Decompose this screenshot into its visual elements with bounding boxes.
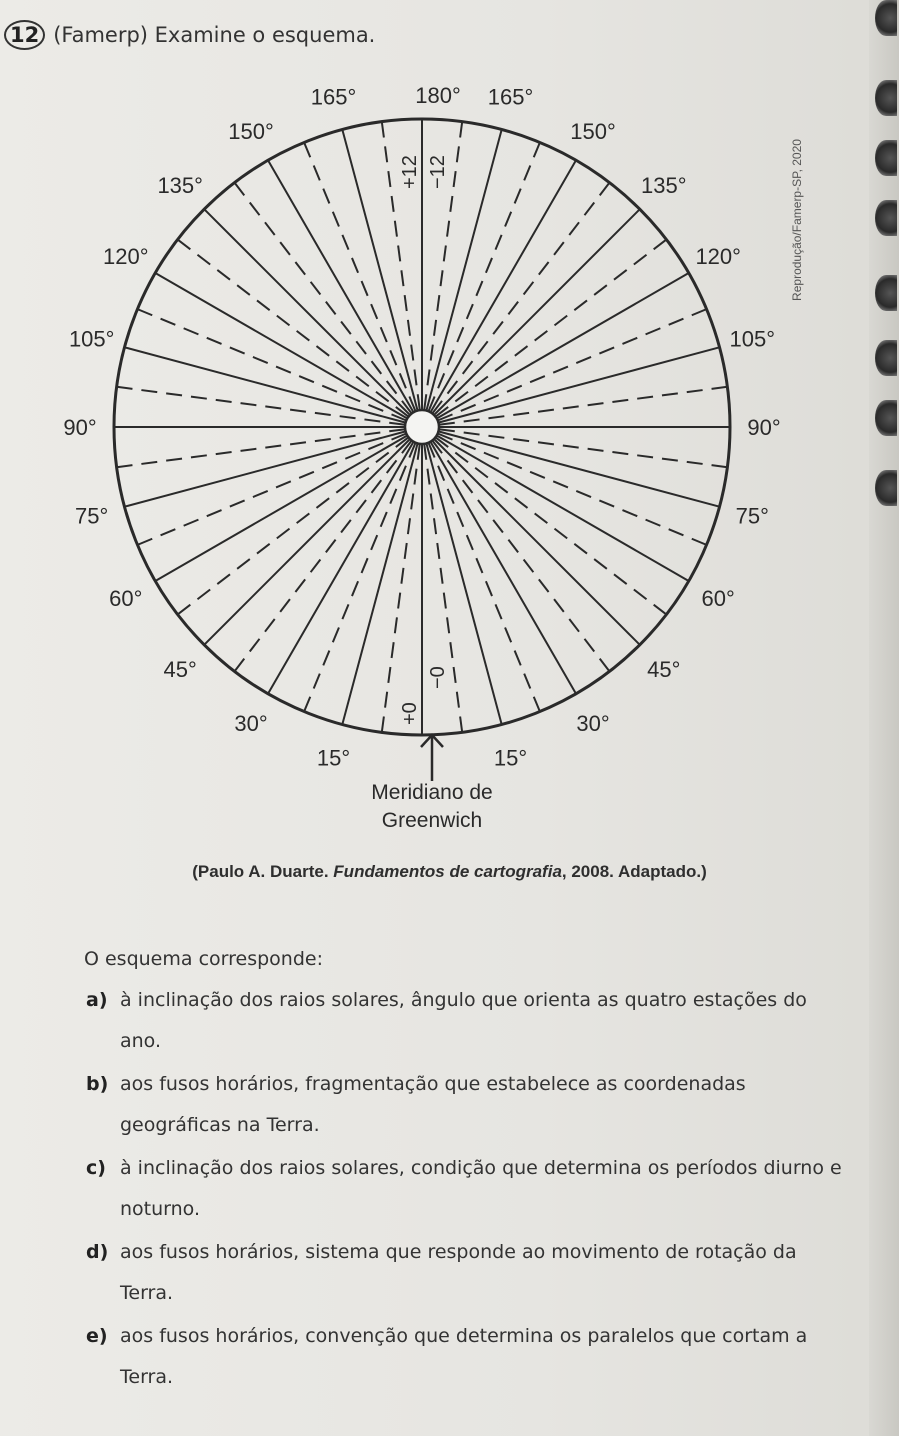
- label-minus-12: −12: [427, 155, 449, 189]
- dashed-meridian-line: [432, 441, 609, 672]
- question-stem: O esquema corresponde:: [84, 948, 323, 970]
- meridian-label-line1: Meridiano de: [371, 781, 493, 804]
- label-plus-12: +12: [399, 155, 421, 189]
- dashed-meridian-line: [137, 309, 406, 420]
- degree-label: 90°: [747, 415, 781, 440]
- dashed-meridian-line: [438, 434, 707, 545]
- degree-label: 15°: [316, 745, 351, 771]
- option-text: à inclinação dos raios solares, condição que determina os períodos diurno e noturno.: [120, 1157, 842, 1220]
- degree-label: 90°: [63, 415, 97, 440]
- time-zone-diagram: [40, 75, 800, 855]
- credit-text: Reprodução/Famerp-SP, 2020: [790, 139, 804, 301]
- binder-ring: [875, 140, 897, 176]
- option-b[interactable]: [86, 1064, 846, 1146]
- binder-ring: [875, 275, 897, 311]
- dashed-meridian-line: [438, 309, 707, 420]
- option-a[interactable]: [86, 980, 846, 1062]
- meridian-line: [125, 347, 406, 422]
- degree-label: 60°: [701, 586, 735, 611]
- option-c[interactable]: [86, 1148, 846, 1230]
- binder-ring: [875, 0, 897, 36]
- option-letter: e): [86, 1325, 108, 1347]
- degree-label: 30°: [234, 711, 268, 737]
- question-number: 12: [4, 20, 45, 50]
- dashed-meridian-line: [178, 240, 409, 417]
- source-prefix: (Paulo A. Duarte.: [192, 862, 334, 881]
- dashed-meridian-line: [304, 443, 415, 712]
- option-e[interactable]: [86, 1316, 846, 1398]
- meridian-line: [438, 431, 719, 506]
- source-citation: [0, 862, 899, 882]
- degree-label: 120°: [103, 244, 149, 269]
- degree-label: 120°: [695, 244, 741, 269]
- dashed-meridian-line: [432, 183, 609, 414]
- degree-label: 75°: [735, 503, 769, 529]
- meridian-line: [342, 443, 417, 724]
- greenwich-arrow: [421, 735, 443, 781]
- dashed-meridian-line: [436, 240, 667, 417]
- option-d[interactable]: [86, 1232, 846, 1314]
- time-zone-dial: [40, 75, 800, 855]
- option-letter: d): [86, 1241, 109, 1263]
- option-text: aos fusos horários, sistema que responde ao movimento de rotação da Terra.: [120, 1241, 797, 1304]
- meridian-line: [204, 439, 410, 645]
- center-pole: [405, 410, 439, 444]
- degree-label: 60°: [109, 586, 143, 611]
- option-letter: c): [86, 1157, 106, 1179]
- meridian-line: [434, 209, 640, 415]
- option-letter: a): [86, 989, 108, 1011]
- degree-label: 30°: [576, 711, 610, 737]
- binder-ring: [875, 400, 897, 436]
- source-suffix: , 2008. Adaptado.): [561, 862, 707, 881]
- answer-options: [86, 980, 846, 1400]
- binder-ring: [875, 80, 897, 116]
- label-plus-0: +0: [399, 702, 421, 725]
- degree-label: 135°: [157, 173, 203, 199]
- option-letter: b): [86, 1073, 109, 1095]
- dashed-meridian-line: [235, 441, 412, 672]
- dashed-meridian-line: [137, 434, 406, 545]
- meridian-line: [438, 347, 719, 422]
- degree-label: 105°: [729, 326, 776, 352]
- degree-label: 15°: [493, 745, 528, 771]
- image-credit: [787, 120, 807, 320]
- degree-label: 75°: [75, 503, 109, 529]
- degree-label: 105°: [68, 326, 115, 352]
- meridian-label-line2: Greenwich: [381, 809, 483, 832]
- degree-label: 45°: [163, 656, 197, 682]
- dashed-meridian-line: [235, 183, 412, 414]
- meridian-line: [204, 209, 410, 415]
- meridian-line: [434, 439, 640, 645]
- degree-label: 150°: [570, 118, 616, 144]
- question-title: (Famerp) Examine o esquema.: [53, 23, 376, 47]
- source-title: Fundamentos de cartografia: [333, 862, 562, 881]
- degree-label-180: 180°: [415, 83, 461, 108]
- binder-ring: [875, 340, 897, 376]
- dashed-meridian-line: [436, 437, 667, 614]
- degree-label: 150°: [228, 118, 274, 144]
- degree-label: 135°: [641, 173, 687, 199]
- binder-edge: [869, 0, 899, 1436]
- dashed-meridian-line: [178, 437, 409, 614]
- binder-ring: [875, 200, 897, 236]
- option-text: aos fusos horários, convenção que determina os paralelos que cortam a Terra.: [120, 1325, 808, 1388]
- meridian-line: [125, 431, 406, 506]
- question-header: [4, 20, 375, 50]
- label-minus-0: −0: [427, 666, 449, 689]
- degree-label: 165°: [310, 84, 357, 110]
- option-text: aos fusos horários, fragmentação que estabelece as coordenadas geográficas na Terra.: [120, 1073, 746, 1136]
- option-text: à inclinação dos raios solares, ângulo que orienta as quatro estações do ano.: [120, 989, 807, 1052]
- degree-label: 165°: [487, 84, 534, 110]
- degree-label: 45°: [647, 656, 681, 682]
- binder-ring: [875, 470, 897, 506]
